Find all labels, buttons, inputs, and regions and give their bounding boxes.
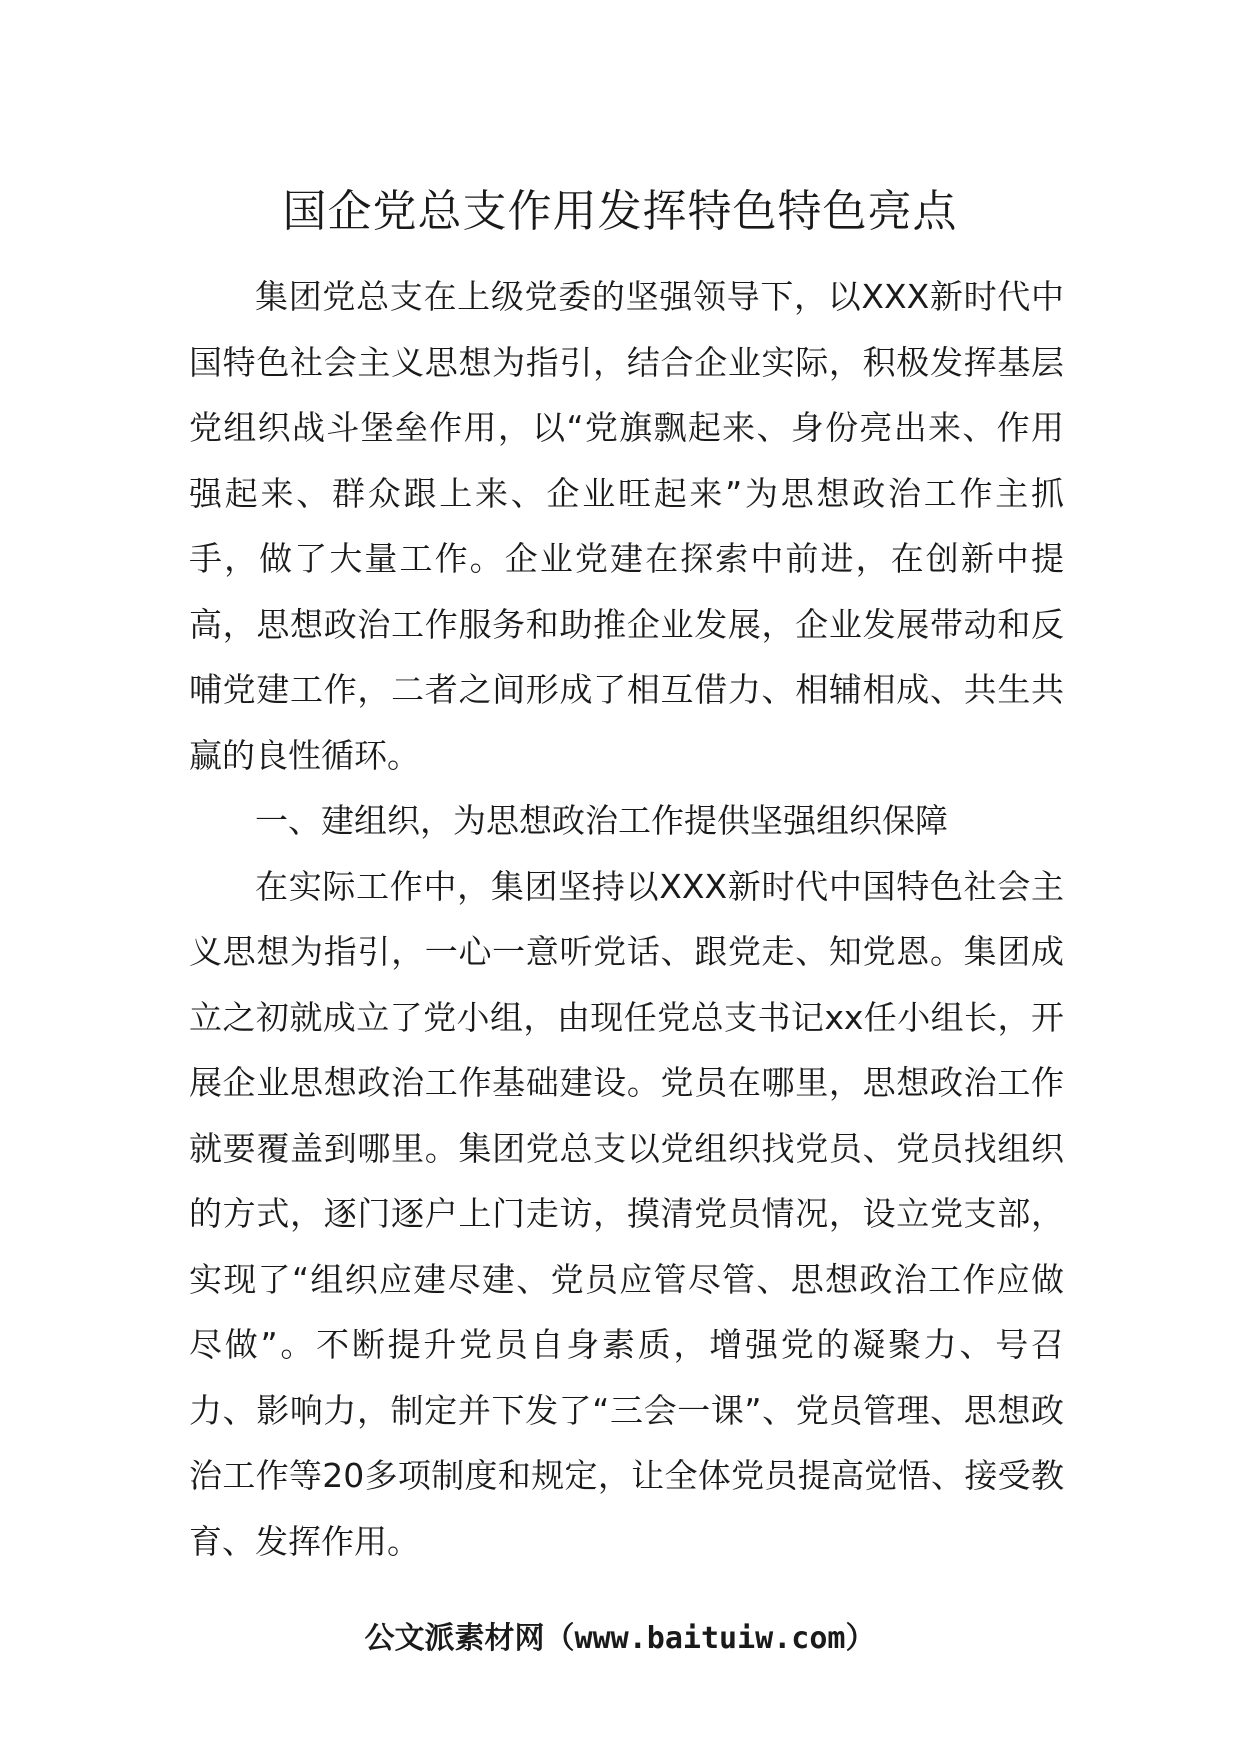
footer-paren-close: ）	[845, 1621, 876, 1656]
footer-watermark	[0, 1619, 1240, 1659]
document-body	[189, 264, 1064, 1574]
paragraph-intro: 集团党总支在上级党委的坚强领导下，以XXX新时代中国特色社会主义思想为指引，结合企业实际，积极发挥基层党组织战斗堡垒作用，以“党旗飘起来、身份亮出来、作用强起来、群众跟上来、企业旺起来”为思想政治工作主抓手，做了大量工作。企业党建在探索中前进，在创新中提高，思想政治工作服务和助推企业发展，企业发展带动和反哺党建工作，二者之间形成了相互借力、相辅相成、共生共赢的良性循环。	[189, 277, 1064, 775]
footer-url: www.baituiw.com	[574, 1621, 846, 1656]
footer-site-name: 公文派素材网	[364, 1621, 545, 1656]
paragraph-section-1: 在实际工作中，集团坚持以XXX新时代中国特色社会主义思想为指引，一心一意听党话、跟党走、知党恩。集团成立之初就成立了党小组，由现任党总支书记xx任小组长，开展企业思想政治工作基础建设。党员在哪里，思想政治工作就要覆盖到哪里。集团党总支以党组织找党员、党员找组织的方式，逐门逐户上门走访，摸清党员情况，设立党支部，实现了“组织应建尽建、党员应管尽管、思想政治工作应做尽做”。不断提升党员自身素质，增强党的凝聚力、号召力、影响力，制定并下发了“三会一课”、党员管理、思想政治工作等20多项制度和规定，让全体党员提高觉悟、接受教育、发挥作用。	[189, 866, 1064, 1561]
section-heading-1: 一、建组织，为思想政治工作提供坚强组织保障	[255, 801, 948, 840]
document-title: 国企党总支作用发挥特色特色亮点	[282, 186, 958, 237]
footer-paren-open: （	[544, 1621, 575, 1656]
